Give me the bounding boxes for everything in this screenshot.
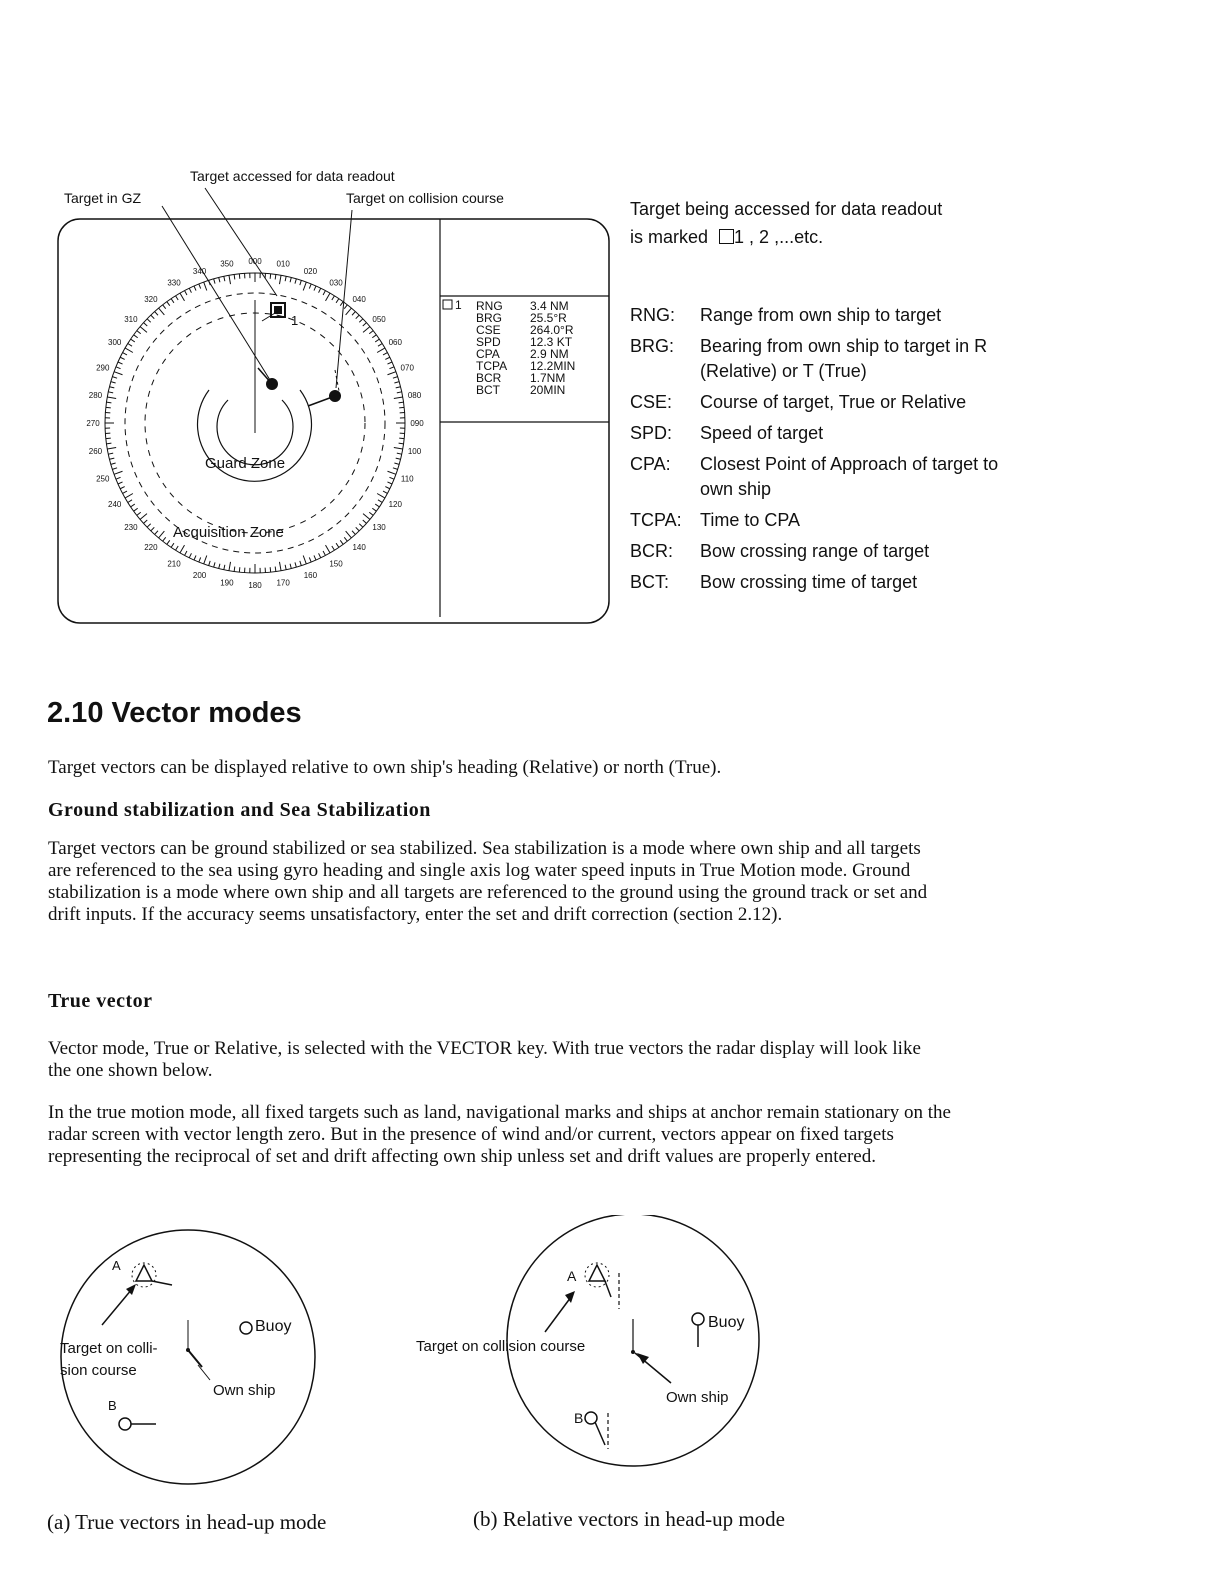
acquisition-zone-label: Acquisition Zone — [173, 524, 284, 541]
bearing-tick — [123, 353, 127, 355]
true-vector-body2: In the true motion mode, all fixed targets such as land, navigational marks and ships at anchor remain stationary on the radar screen with vector length zero. But in the presence of wind and/or current, vectors appear on fixed targets representing the reciprocal of set and drift affecting own ship unless set and drift values are properly entered. — [48, 1102, 951, 1167]
bearing-tick — [163, 537, 166, 541]
bearing-label: 120 — [388, 500, 402, 509]
bearing-label: 230 — [124, 523, 138, 533]
bearing-tick — [285, 565, 286, 570]
bearing-tick — [303, 555, 306, 563]
bearing-tick — [385, 357, 389, 359]
legend-item — [630, 303, 1000, 328]
bearing-tick — [300, 280, 302, 285]
legend-item — [630, 390, 1000, 415]
bearing-tick — [372, 335, 376, 338]
legend-desc: Course of target, True or Relative — [700, 392, 967, 412]
bearing-tick — [120, 487, 124, 489]
figure-a-own-ship-vector — [188, 1350, 202, 1367]
bearing-tick — [309, 284, 311, 289]
figure-b-collision-arrowhead — [565, 1291, 575, 1303]
bearing-tick — [106, 407, 111, 408]
bearing-tick — [323, 291, 325, 295]
readout-value: 2.9 NM — [530, 347, 569, 361]
readout-key: RNG — [476, 299, 503, 313]
bearing-tick — [295, 562, 296, 567]
readout-value: 12.2MIN — [530, 359, 576, 373]
bearing-tick — [167, 302, 170, 306]
bearing-tick — [270, 567, 271, 572]
bearing-tick — [159, 308, 165, 315]
bearing-tick — [344, 537, 347, 541]
legend-key: TCPA: — [630, 510, 682, 530]
bearing-label: 090 — [410, 419, 424, 428]
readout-marker-number: 1 — [455, 298, 462, 312]
bearing-tick — [128, 344, 132, 347]
figure-b-caption: (b) Relative vectors in head-up mode — [473, 1507, 785, 1531]
callout-target-in-gz: Target in GZ — [64, 190, 142, 206]
bearing-tick — [118, 482, 123, 484]
readout-value: 1.7NM — [530, 371, 566, 385]
bearing-tick — [167, 540, 170, 544]
bearing-tick — [108, 392, 113, 393]
bearing-label: 080 — [407, 390, 422, 400]
bearing-label: 110 — [400, 474, 414, 484]
bearing-tick — [352, 312, 355, 316]
bearing-tick — [394, 397, 403, 399]
bearing-tick — [340, 540, 343, 544]
bearing-label: 190 — [220, 578, 234, 588]
figure-a-caption: (a) True vectors in head-up mode — [47, 1510, 327, 1534]
readout-key: CSE — [476, 323, 501, 337]
legend-key: BCR: — [630, 541, 674, 561]
bearing-tick — [134, 508, 138, 511]
bearing-tick — [219, 564, 220, 569]
bearing-tick — [106, 438, 111, 439]
bearing-tick — [383, 491, 387, 493]
legend-key: RNG: — [630, 305, 675, 325]
bearing-label: 220 — [144, 543, 158, 553]
bearing-tick — [275, 567, 276, 572]
bearing-label: 330 — [167, 278, 181, 288]
figure-a-label-a: A — [112, 1258, 121, 1273]
bearing-tick — [180, 545, 185, 553]
figure-a-target-a-vector — [152, 1281, 172, 1285]
bearing-tick — [140, 327, 147, 333]
bearing-label: 020 — [303, 266, 318, 276]
bearing-tick — [326, 545, 331, 553]
bearing-tick — [189, 288, 191, 292]
readout-key: SPD — [476, 335, 501, 349]
bearing-tick — [393, 468, 398, 470]
figure-a-buoy-label: Buoy — [255, 1318, 292, 1335]
bearing-tick — [185, 291, 187, 295]
bearing-tick — [155, 312, 158, 316]
bearing-tick — [204, 555, 207, 563]
figure-b-target-b-vector — [595, 1422, 605, 1445]
bearing-tick — [123, 491, 127, 493]
bearing-tick — [346, 308, 352, 315]
bearing-tick — [340, 302, 343, 306]
bearing-tick — [194, 286, 196, 291]
legend-item — [630, 570, 1000, 595]
bearing-label: 160 — [303, 571, 318, 581]
legend-desc: Closest Point of Approach of target to own ship — [700, 454, 999, 499]
bearing-label: 270 — [86, 419, 100, 428]
bearing-tick — [199, 284, 201, 289]
bearing-tick — [399, 443, 404, 444]
legend-desc: Bow crossing range of target — [700, 541, 930, 561]
bearing-tick — [194, 555, 196, 560]
bearing-tick — [176, 546, 179, 550]
bearing-tick — [234, 567, 235, 572]
bearing-label: 310 — [124, 314, 138, 324]
bearing-tick — [125, 494, 133, 499]
bearing-tick — [394, 447, 403, 449]
bearing-tick — [224, 565, 225, 570]
bearing-label: 180 — [248, 581, 262, 590]
figure-a-own-ship-leader — [198, 1365, 210, 1380]
bearing-tick — [397, 453, 402, 454]
bearing-tick — [279, 275, 281, 284]
readout-key: BCT — [476, 383, 500, 397]
legend-intro — [630, 195, 942, 251]
bearing-tick — [209, 561, 211, 566]
leader-accessed — [205, 188, 277, 296]
bearing-tick — [107, 447, 116, 449]
figure-b-label-a: A — [567, 1268, 577, 1284]
bearing-tick — [399, 407, 404, 408]
bearing-tick — [295, 279, 296, 284]
legend-item — [630, 452, 1000, 502]
bearing-tick — [396, 458, 401, 459]
bearing-tick — [387, 471, 395, 474]
legend-item — [630, 421, 1000, 446]
bearing-tick — [359, 319, 363, 322]
bearing-tick — [290, 277, 291, 282]
bearing-tick — [112, 377, 117, 379]
bearing-tick — [396, 387, 401, 388]
bearing-tick — [399, 402, 404, 403]
figure-b-label-b: B — [574, 1410, 584, 1426]
bearing-label: 240 — [108, 500, 122, 509]
readout-key: BCR — [476, 371, 502, 385]
figure-b-collision-label: Target on collision course — [416, 1338, 586, 1355]
bearing-tick — [314, 555, 316, 560]
bearing-tick — [144, 520, 148, 523]
bearing-tick — [111, 382, 116, 383]
bearing-tick — [290, 564, 291, 569]
readout-marker-square — [443, 300, 452, 309]
bearing-label: 030 — [329, 278, 343, 288]
bearing-tick — [163, 305, 166, 309]
bearing-tick — [275, 274, 276, 279]
readout-key: BRG — [476, 311, 503, 325]
readout-value: 25.5°R — [530, 311, 567, 325]
legend-key: SPD: — [630, 423, 673, 443]
bearing-tick — [106, 443, 111, 444]
bearing-tick — [137, 512, 141, 515]
bearing-tick — [363, 327, 370, 333]
bearing-tick — [369, 331, 373, 334]
bearing-tick — [394, 463, 399, 464]
figure-b-own-ship-label: Own ship — [666, 1389, 729, 1406]
bearing-tick — [107, 397, 116, 399]
legend-desc: Bow crossing time of target — [700, 572, 918, 592]
readout-row — [476, 384, 575, 396]
target-in-gz-vector — [258, 368, 272, 384]
figure-a-label-b: B — [108, 1398, 117, 1413]
bearing-tick — [377, 494, 385, 499]
bearing-tick — [387, 372, 395, 375]
bearing-tick — [323, 551, 325, 555]
bearing-tick — [109, 387, 114, 388]
guard-zone-label: Guard Zone — [205, 455, 286, 472]
legend-desc: Bearing from own ship to target in R (Relative) or T (True) — [700, 336, 988, 381]
bearing-label: 070 — [400, 363, 414, 373]
bearing-tick — [239, 274, 240, 279]
bearing-label: 290 — [96, 363, 110, 373]
bearing-tick — [336, 543, 339, 547]
bearing-tick — [326, 293, 331, 301]
section-title: 2.10 Vector modes — [47, 697, 302, 729]
bearing-tick — [332, 296, 335, 300]
bearing-tick — [114, 372, 122, 375]
bearing-tick — [118, 362, 123, 364]
bearing-tick — [214, 562, 215, 567]
bearing-tick — [229, 275, 231, 284]
bearing-label: 250 — [96, 474, 110, 484]
readout-value: 20MIN — [530, 383, 566, 397]
bearing-label: 010 — [276, 259, 290, 269]
bearing-tick — [151, 527, 154, 531]
bearing-tick — [369, 512, 373, 515]
bearing-tick — [147, 524, 151, 527]
bearing-tick — [314, 286, 316, 291]
legend-intro-line1: Target being accessed for data readout — [630, 199, 943, 219]
bearing-label: 130 — [372, 523, 386, 533]
legend-desc: Range from own ship to target — [700, 305, 942, 325]
bearing-tick — [229, 562, 231, 571]
legend-intro-suffix: 1 , 2 ,...etc. — [734, 227, 824, 247]
figure-b-collision-arrow — [545, 1297, 571, 1332]
bearing-tick — [319, 553, 321, 557]
bearing-tick — [106, 402, 111, 403]
bearing-tick — [137, 331, 141, 334]
bearing-tick — [108, 453, 113, 454]
figure-a-target-b-icon — [119, 1418, 131, 1430]
figure-b-own-ship — [631, 1350, 635, 1354]
bearing-label: 040 — [352, 294, 366, 304]
bearing-tick — [219, 277, 220, 282]
bearing-tick — [383, 353, 387, 355]
bearing-tick — [171, 299, 174, 303]
bearing-tick — [356, 315, 359, 319]
bearing-tick — [185, 551, 187, 555]
bearing-tick — [131, 339, 135, 342]
bearing-label: 260 — [88, 447, 103, 457]
legend-desc: Time to CPA — [700, 510, 801, 530]
bearing-tick — [140, 514, 147, 520]
figure-a-buoy-icon — [240, 1322, 252, 1334]
readout-key: TCPA — [476, 359, 508, 373]
bearing-tick — [378, 344, 382, 347]
bearing-tick — [224, 276, 225, 281]
legend-key: CSE: — [630, 392, 673, 412]
bearing-tick — [389, 367, 394, 369]
bearing-label: 170 — [276, 578, 290, 588]
bearing-label: 280 — [88, 390, 103, 400]
legend-list — [630, 303, 1000, 601]
bearing-tick — [389, 477, 394, 479]
bearing-label: 200 — [192, 571, 207, 581]
bearing-tick — [279, 562, 281, 571]
legend-item — [630, 508, 1000, 533]
bearing-tick — [375, 504, 379, 507]
bearing-tick — [147, 319, 151, 322]
legend-intro-line2 — [630, 223, 942, 251]
readout-key: CPA — [476, 347, 500, 361]
figure-a-collision-label: Target on colli- sion course — [60, 1340, 158, 1379]
marker-square-icon — [719, 229, 734, 244]
bearing-tick — [377, 348, 385, 353]
bearing-tick — [151, 315, 154, 319]
bearing-tick — [394, 382, 399, 383]
bearing-tick — [359, 524, 363, 527]
bearing-label: 000 — [248, 257, 262, 266]
figure-b-target-a-icon — [589, 1265, 605, 1281]
callout-target-collision: Target on collision course — [346, 190, 504, 206]
bearing-tick — [234, 274, 235, 279]
bearing-tick — [114, 471, 122, 474]
bearing-tick — [270, 274, 271, 279]
legend-key: BRG: — [630, 336, 675, 356]
legend-key: BCT: — [630, 572, 670, 592]
bearing-tick — [204, 282, 207, 290]
bearing-tick — [125, 348, 133, 353]
legend-intro-prefix: is marked — [630, 227, 709, 247]
bearing-label: 100 — [407, 447, 422, 457]
bearing-label: 150 — [329, 559, 343, 569]
target-number: 1 — [291, 313, 299, 328]
stabilization-body: Target vectors can be ground stabilized or sea stabilized. Sea stabilization is a mode where own ship and all targets are referenced to the sea using gyro heading and single axis log water speed inputs in True Motion mode. Ground stabilization is a mode where own ship and all targets are referenced to the ground using the ground track or set and drift inputs. If the accuracy seems unsatisfactory, enter the set and drift correction (section 2.12). — [48, 838, 928, 925]
callout-target-accessed: Target accessed for data readout — [190, 168, 395, 184]
bearing-label: 050 — [372, 314, 386, 324]
readout-value: 264.0°R — [530, 323, 574, 337]
legend-item — [630, 539, 1000, 564]
figure-b-target-a-vector — [605, 1281, 611, 1297]
bearing-tick — [352, 531, 355, 535]
bearing-tick — [336, 299, 339, 303]
bearing-tick — [131, 504, 135, 507]
bearing-label: 340 — [192, 266, 207, 276]
bearing-tick — [199, 557, 201, 562]
bearing-tick — [171, 543, 174, 547]
bearing-tick — [399, 438, 404, 439]
bearing-tick — [109, 458, 114, 459]
subheading-true-vector: True vector — [48, 990, 153, 1012]
bearing-tick — [363, 323, 367, 326]
figure-b-buoy-icon — [692, 1313, 704, 1325]
bearing-tick — [356, 527, 359, 531]
figure-a-own-ship — [186, 1348, 190, 1352]
bearing-tick — [112, 468, 117, 470]
section-intro: Target vectors can be displayed relative to own ship's heading (Relative) or north (True). — [48, 757, 722, 778]
bearing-tick — [387, 482, 392, 484]
bearing-label: 060 — [388, 338, 402, 347]
bearing-tick — [344, 305, 347, 309]
figure-b-buoy-label: Buoy — [708, 1314, 745, 1331]
bearing-tick — [134, 335, 138, 338]
bearing-tick — [393, 377, 398, 379]
bearing-tick — [116, 477, 121, 479]
collision-target-vector — [308, 396, 335, 406]
true-vector-body1: Vector mode, True or Relative, is selected with the VECTOR key. With true vectors the radar display will look like the one shown below. — [48, 1038, 921, 1081]
bearing-tick — [346, 531, 352, 538]
bearing-label: 210 — [167, 559, 181, 569]
bearing-tick — [128, 500, 132, 503]
bearing-tick — [180, 293, 185, 301]
bearing-label: 300 — [108, 338, 122, 347]
figure-a-target-a-icon — [136, 1265, 152, 1281]
bearing-tick — [375, 339, 379, 342]
bearing-tick — [239, 567, 240, 572]
bearing-label: 350 — [220, 259, 234, 269]
legend-desc: Speed of target — [700, 423, 824, 443]
bearing-tick — [303, 282, 306, 290]
bearing-label: 320 — [144, 294, 158, 304]
bearing-tick — [120, 357, 124, 359]
subheading-stabilization: Ground stabilization and Sea Stabilization — [48, 799, 431, 821]
bearing-tick — [144, 323, 148, 326]
bearing-tick — [214, 279, 215, 284]
bearing-tick — [332, 546, 335, 550]
bearing-tick — [372, 508, 376, 511]
bearing-tick — [300, 561, 302, 566]
bearing-label: 140 — [352, 543, 366, 553]
readout-value: 12.3 KT — [530, 335, 573, 349]
bearing-tick — [285, 276, 286, 281]
bearing-tick — [155, 531, 158, 535]
bearing-tick — [176, 296, 179, 300]
bearing-tick — [397, 392, 402, 393]
figure-a-own-ship-label: Own ship — [213, 1382, 276, 1399]
readout-table — [476, 300, 575, 396]
bearing-tick — [159, 531, 165, 538]
legend-item — [630, 334, 1000, 384]
bearing-tick — [387, 362, 392, 364]
figure-a-collision-arrow — [102, 1289, 132, 1325]
bearing-tick — [111, 463, 116, 464]
leader-gz — [162, 206, 270, 380]
bearing-tick — [385, 487, 389, 489]
bearing-tick — [189, 553, 191, 557]
bearing-tick — [309, 557, 311, 562]
bearing-tick — [116, 367, 121, 369]
legend-key: CPA: — [630, 454, 671, 474]
readout-value: 3.4 NM — [530, 299, 569, 313]
bearing-tick — [378, 500, 382, 503]
bearing-tick — [363, 514, 370, 520]
bearing-tick — [319, 288, 321, 292]
bearing-tick — [363, 520, 367, 523]
